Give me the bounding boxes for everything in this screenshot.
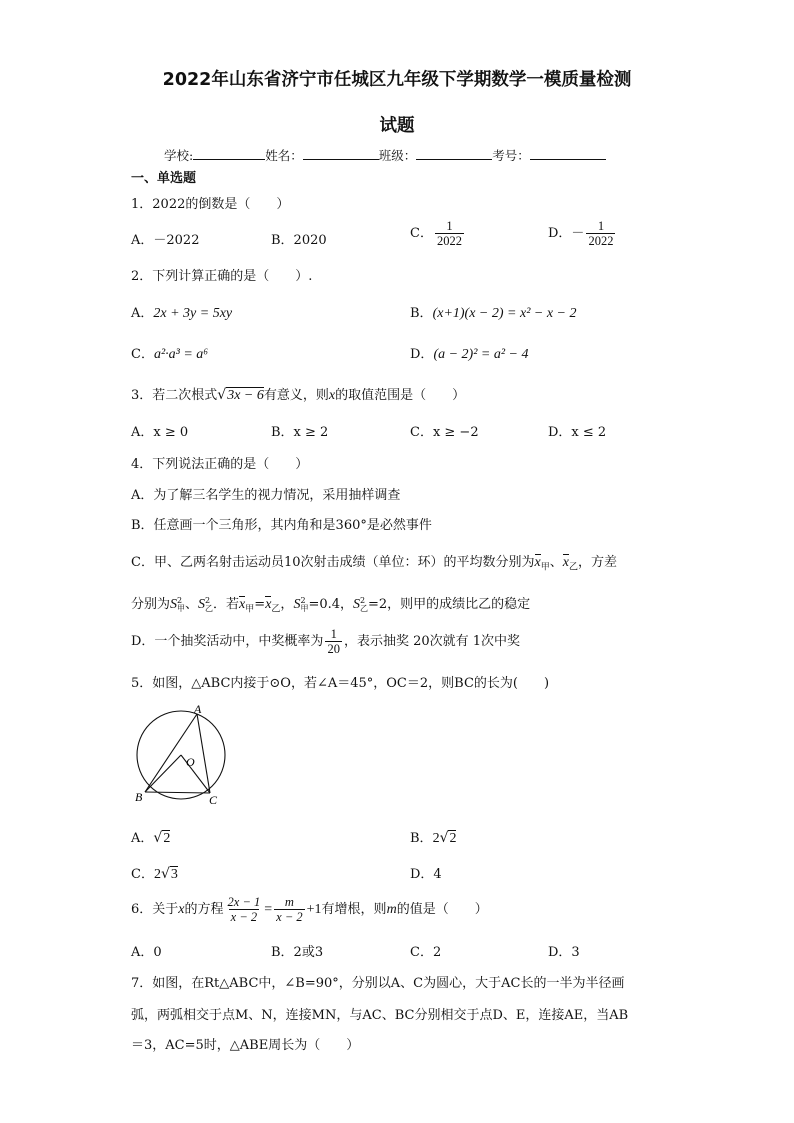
q5-stem: 5．如图，△ABC内接于⊙O，若∠A＝45°，OC＝2，则BC的长为( ) [131, 676, 550, 691]
q2-option-b [410, 302, 577, 322]
q4-option-c-line2 [131, 593, 530, 615]
q6-stem-pre: 6．关于 [131, 902, 179, 917]
q6-stem-mid: 的方程 [184, 902, 224, 917]
q4-option-c-line1 [131, 551, 617, 573]
document-title-line2: 试题 [379, 116, 415, 136]
q1-d-den: 2022 [588, 234, 614, 248]
q5-c-label: C． [131, 867, 154, 882]
mean-x-jia: x [534, 555, 541, 570]
radical-sign: √ [439, 830, 449, 846]
var-sup: 2 [300, 595, 306, 605]
radical-sign: √ [217, 387, 227, 403]
q3-stem-mid: 有意义，则 [263, 388, 329, 403]
q6-plus: +1 [306, 902, 322, 917]
q4-stem: 4．下列说法正确的是（ ） [131, 457, 309, 472]
q1-c-fraction [435, 219, 464, 248]
q4-c2-eq: = [254, 597, 266, 612]
q5-option-b [410, 827, 456, 847]
radical-sign: √ [160, 866, 170, 882]
student-info-row [164, 146, 606, 164]
q4-option-b: B．任意画一个三角形，其内角和是360°是必然事件 [131, 518, 432, 533]
q2-b-expr: (x+1)(x − 2) = x² − x − 2 [432, 306, 577, 321]
q4-d-num: 1 [330, 627, 337, 641]
q3-option-d: D．x ≤ 2 [548, 425, 607, 440]
q4-c2-comma: 、 [185, 597, 199, 612]
q4-c1-post: ，方差 [577, 555, 617, 570]
section-heading: 一、单选题 [131, 171, 197, 186]
q4-c2-mid: ．若 [213, 597, 240, 612]
class-label: 班级： [378, 148, 417, 163]
q4-option-d [131, 627, 520, 656]
q7-line1: 7．如图，在Rt△ABC中，∠B=90°，分别以A、C为圆心，大于AC长的一半为半径画 [131, 976, 625, 991]
q1-d-label: D．－ [548, 226, 585, 241]
q2-c-expr: a²·a³ = a⁶ [153, 347, 209, 362]
q1-d-fraction [586, 219, 615, 248]
radical-sign: √ [153, 830, 163, 846]
var-s-yi-2: S [353, 597, 361, 612]
q2-a-label: A． [131, 306, 154, 321]
school-blank[interactable] [193, 147, 265, 160]
q6-stem-post: 的值是（ ） [396, 902, 488, 917]
q6-eq: = [264, 902, 273, 917]
mean-x-jia-2: x [239, 597, 246, 612]
label-a: A [194, 702, 202, 716]
q6-option-d: D．3 [548, 945, 580, 960]
q4-option-a: A．为了解三名学生的视力情况，采用抽样调查 [131, 488, 401, 503]
mean-sub-yi-2: 乙 [271, 604, 281, 615]
school-label: 学校: [164, 148, 194, 163]
q1-c-den: 2022 [436, 234, 462, 248]
q5-a-radicand: 2 [163, 831, 171, 846]
q6-f2-num: m [284, 895, 294, 909]
q7-line2: 弧，两弧相交于点M、N，连接MN，与AC、BC分别相交于点D、E，连接AE，当AB [131, 1008, 629, 1023]
mean-sub-yi: 乙 [568, 562, 578, 573]
q2-a-expr: 2x + 3y = 5xy [153, 306, 233, 321]
q4-d-den: 20 [327, 642, 340, 656]
q4-c2-comma2: ， [280, 597, 294, 612]
q3-var: x [328, 388, 336, 403]
exam-no-label: 考号： [492, 148, 530, 163]
q6-f2-den: x − 2 [276, 910, 303, 924]
q6-stem [131, 895, 488, 924]
q6-var-x: x [178, 902, 185, 917]
q2-b-label: B． [410, 306, 433, 321]
var-sub-yi: 乙 [205, 603, 214, 613]
q1-stem: 1．2022的倒数是（ ） [131, 197, 290, 212]
q5-b-radicand: 2 [449, 831, 457, 846]
q5-circle-figure [134, 702, 234, 808]
segment-ac [197, 714, 210, 793]
document-title-line1: 2022年山东省济宁市任城区九年级下学期数学一模质量检测 [162, 70, 632, 90]
mean-x-yi: x [562, 555, 569, 570]
segment-ob [145, 755, 181, 792]
q6-option-a: A．0 [131, 945, 162, 960]
q2-stem: 2．下列计算正确的是（ ）. [131, 269, 313, 284]
label-b: B [135, 790, 143, 804]
q4-d-post: ，表示抽奖 20次就有 1次中奖 [343, 634, 521, 649]
q3-option-a: A．x ≥ 0 [131, 425, 189, 440]
name-blank[interactable] [303, 147, 379, 160]
q5-option-a [131, 827, 170, 847]
label-o: O [186, 755, 195, 769]
q6-fraction-1 [226, 895, 263, 924]
q3-stem-pre: 3．若二次根式 [131, 388, 218, 403]
var-sup: 2 [177, 595, 183, 605]
q3-radicand: 3x − 6 [227, 388, 264, 403]
q1-option-d [548, 219, 617, 248]
q5-c-coef: 2 [153, 867, 161, 882]
class-blank[interactable] [416, 147, 492, 160]
segment-ab [145, 714, 197, 792]
q6-option-b: B．2或3 [271, 945, 324, 960]
q2-option-a [131, 302, 232, 322]
q1-c-label: C． [410, 226, 433, 241]
q5-b-coef: 2 [432, 831, 440, 846]
q5-a-label: A． [131, 831, 154, 846]
q6-var-m: m [386, 902, 397, 917]
var-sub-yi-2: 乙 [360, 603, 369, 613]
q4-c1-sep: 、 [549, 555, 563, 570]
q4-c2-pre: 分别为 [131, 597, 171, 612]
q2-option-d [410, 343, 529, 363]
var-sub-jia: 甲 [177, 603, 186, 613]
q6-f1-num: 2x − 1 [227, 895, 261, 909]
q5-b-label: B． [410, 831, 433, 846]
q4-d-pre: D．一个抽奖活动中，中奖概率为 [131, 634, 324, 649]
q6-f1-den: x − 2 [230, 910, 258, 924]
q6-fraction-2 [274, 895, 304, 924]
q4-c2-v1: =0.4， [308, 597, 354, 612]
var-sub-jia-2: 甲 [300, 603, 309, 613]
q1-option-a: A．－2022 [131, 233, 200, 248]
var-sup: 2 [205, 595, 211, 605]
q3-option-c: C．x ≥ −2 [410, 425, 479, 440]
q2-d-expr: (a − 2)² = a² − 4 [433, 347, 529, 362]
q4-c1-pre: C．甲、乙两名射击运动员10次射击成绩（单位：环）的平均数分别为 [131, 555, 535, 570]
q1-c-num: 1 [446, 219, 453, 233]
q6-stem-mid2: 有增根，则 [321, 902, 387, 917]
q3-stem [131, 384, 465, 404]
mean-x-yi-2: x [265, 597, 272, 612]
q1-d-num: 1 [597, 219, 605, 233]
q6-option-c: C．2 [410, 945, 442, 960]
label-c: C [209, 793, 218, 807]
q2-option-c [131, 343, 208, 363]
q2-c-label: C． [131, 347, 154, 362]
name-label: 姓名： [265, 148, 303, 163]
q1-option-c [410, 219, 466, 248]
q5-c-radicand: 3 [170, 867, 178, 882]
mean-sub-jia: 甲 [540, 562, 550, 573]
var-sup: 2 [360, 595, 366, 605]
q1-option-b: B．2020 [271, 233, 327, 248]
var-s-jia: S [170, 597, 178, 612]
q3-stem-post: 的取值范围是（ ） [335, 388, 466, 403]
var-s-yi: S [198, 597, 206, 612]
q4-c2-v2: =2，则甲的成绩比乙的稳定 [368, 597, 531, 612]
q7-line3: ＝3，AC=5时，△ABE周长为（ ） [131, 1038, 360, 1053]
q5-option-c [131, 863, 178, 883]
q3-option-b: B．x ≥ 2 [271, 425, 329, 440]
mean-sub-jia-2: 甲 [245, 604, 255, 615]
segment-bc [145, 792, 210, 793]
q4-d-fraction [325, 627, 342, 656]
q2-d-label: D． [410, 347, 434, 362]
q5-option-d: D．4 [410, 867, 442, 882]
var-s-jia-2: S [293, 597, 301, 612]
exam-no-blank[interactable] [530, 147, 606, 160]
